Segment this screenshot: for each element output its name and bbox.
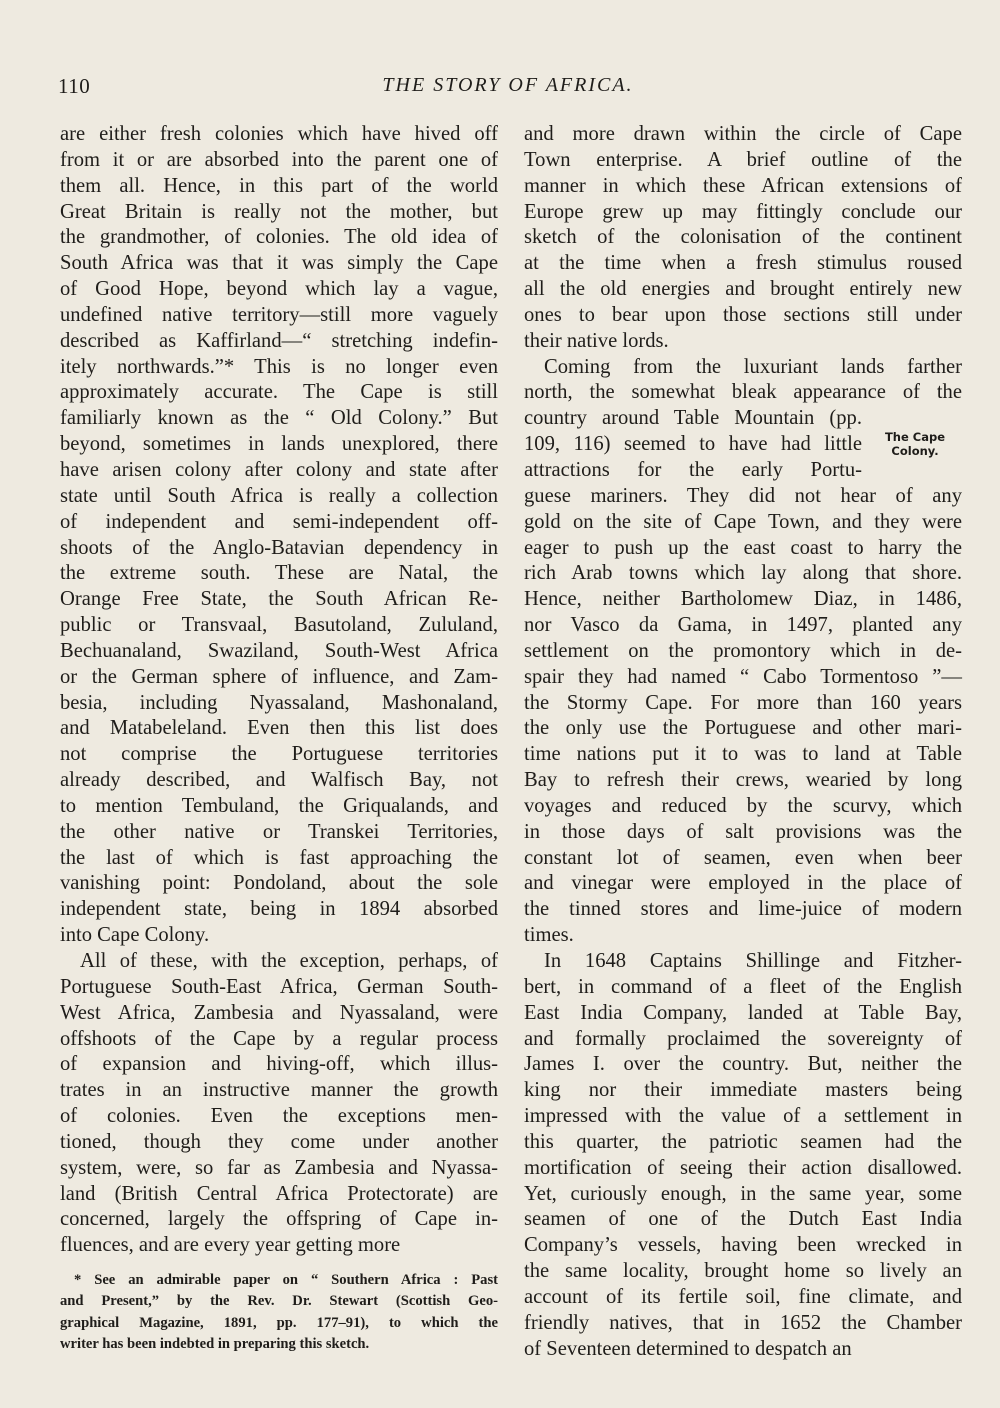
text-line: are either fresh colonies which have hived off [60,123,498,145]
text-line: time nations put it to was to land at Table [524,743,962,766]
text-line: their native lords. [524,329,669,352]
text-line: the extreme south. These are Natal, the [60,562,498,585]
text-line: eager to push up the east coast to harry the [524,536,962,559]
text-line: constant lot of seamen, even when beer [524,846,962,869]
text-line: 109, 116) seemed to have had little [524,433,862,456]
text-line: guese mariners. They did not hear of any [524,484,962,507]
text-line: sketch of the colonisation of the continent [524,226,962,249]
text-line: offshoots of the Cape by a regular process [60,1027,498,1050]
text-line: All of these, with the exception, perhaps, of [80,950,498,972]
text-line: beyond, sometimes in lands unexplored, there [60,433,498,456]
text-line: Company’s vessels, having been wrecked in [524,1234,962,1257]
text-line: the same locality, brought home so lively an [524,1260,962,1283]
text-line: Town enterprise. A brief outline of the [524,148,962,171]
text-line: land (British Central Africa Protectorate) are [60,1182,498,1205]
text-line: concerned, largely the offspring of Cape in- [60,1208,498,1231]
text-line: rich Arab towns which lay along that shore. [524,562,962,585]
text-line: system, were, so far as Zambesia and Nyassa- [60,1156,498,1179]
text-line: times. [524,924,574,947]
text-line: from it or are absorbed into the parent one of [60,148,498,171]
text-line: the other native or Transkei Territories, [60,820,498,843]
text-line: Coming from the luxuriant lands farther [544,355,962,378]
text-line: settlement on the promontory which in de- [524,639,962,662]
text-line: into Cape Colony. [60,924,210,947]
text-line: South Africa was that it was simply the Cape [60,252,498,275]
text-line: independent state, being in 1894 absorbed [60,898,498,921]
running-head: THE STORY OF AFRICA. [382,74,634,96]
text-line: seamen of one of the Dutch East India [524,1208,962,1231]
text-line: undefined native territory—still more vaguely [60,303,498,326]
text-line: them all. Hence, in this part of the world [60,174,498,197]
text-line: and more drawn within the circle of Cape [524,123,962,145]
text-line: of Good Hope, beyond which lay a vague, [60,278,498,301]
text-line: this quarter, the patriotic seamen had the [524,1130,962,1153]
footnote-line: * See an admirable paper on “ Southern Africa : Past [74,1272,498,1288]
text-line: attractions for the early Portu- [524,458,862,481]
text-line: Hence, neither Bartholomew Diaz, in 1486, [524,588,962,611]
text-line: of Seventeen determined to despatch an [524,1337,852,1360]
text-line: the last of which is fast approaching the [60,846,498,869]
footnote-line: and Present,” by the Rev. Dr. Stewart (Scottish Geo- [60,1293,498,1310]
text-line: described as Kaffirland—“ stretching indefin- [60,329,498,352]
text-line: West Africa, Zambesia and Nyassaland, were [60,1001,498,1024]
text-line: the Stormy Cape. For more than 160 years [524,691,962,714]
text-line: or the German sphere of influence, and Zam- [60,665,498,688]
text-line: itely northwards.”* This is no longer even [60,355,498,378]
text-line: Great Britain is really not the mother, but [60,200,498,223]
text-line: public or Transvaal, Basutoland, Zululand, [60,614,498,637]
text-line: account of its fertile soil, fine climate, and [524,1285,962,1308]
text-line: spair they had named “ Cabo Tormentoso ”— [524,665,962,688]
text-line: country around Table Mountain (pp. [524,407,862,430]
text-line: Portuguese South-East Africa, German South- [60,975,498,998]
text-line: of colonies. Even the exceptions men- [60,1105,498,1128]
text-line: state until South Africa is really a collection [60,484,498,507]
text-line: besia, including Nyassaland, Mashonaland, [60,691,498,714]
text-line: and Matabeleland. Even then this list does [60,717,498,740]
footnote-line: writer has been indebted in preparing this sketch. [60,1335,370,1352]
text-line: of expansion and hiving-off, which illus- [60,1053,498,1076]
text-line: East India Company, landed at Table Bay, [524,1001,962,1024]
text-line: nor Vasco da Gama, in 1497, planted any [524,614,962,637]
text-line: shoots of the Anglo-Batavian dependency in [60,536,498,559]
text-line: friendly natives, that in 1652 the Chamber [524,1311,962,1334]
footnote [60,1270,498,1355]
text-line: Bechuanaland, Swaziland, South-West Africa [60,639,498,662]
text-line: manner in which these African extensions of [524,174,962,197]
text-line: fluences, and are every year getting more [60,1234,401,1257]
text-line: not comprise the Portuguese territories [60,743,498,766]
footnote-line: graphical Magazine, 1891, pp. 177–91), to which the [60,1314,498,1331]
text-line: the grandmother, of colonies. The old idea of [60,226,498,249]
text-line: Europe grew up may fittingly conclude our [524,200,962,223]
text-line: of independent and semi-independent off- [60,510,498,533]
page-number: 110 [58,74,91,98]
text-line: In 1648 Captains Shillinge and Fitzher- [544,950,962,972]
text-line: have arisen colony after colony and state after [60,458,498,481]
text-line: approximately accurate. The Cape is still [60,381,498,404]
page-header [58,74,958,104]
text-line: Bay to refresh their crews, wearied by long [524,769,962,792]
margin-note [870,430,960,458]
text-line: James I. over the country. But, neither the [524,1053,962,1076]
margin-note-line: The Cape [884,430,946,444]
text-line: the only use the Portuguese and other mari- [524,717,962,740]
text-line: all the old energies and brought entirely new [524,278,962,301]
text-line: Yet, curiously enough, in the same year, some [524,1182,962,1205]
right-column [524,122,962,1363]
text-line: already described, and Walfisch Bay, not [60,769,498,792]
text-line: voyages and reduced by the scurvy, which [524,794,962,817]
margin-note-line: Colony. [891,444,939,458]
text-line: to mention Tembuland, the Griqualands, and [60,794,498,817]
text-line: at the time when a fresh stimulus roused [524,252,962,275]
text-line: impressed with the value of a settlement in [524,1105,962,1128]
text-line: and vinegar were employed in the place of [524,872,962,895]
text-line: Orange Free State, the South African Re- [60,588,498,611]
text-line: vanishing point: Pondoland, about the sole [60,872,498,895]
text-line: north, the somewhat bleak appearance of the [524,381,962,404]
text-line: in those days of salt provisions was the [524,820,962,843]
text-line: gold on the site of Cape Town, and they were [524,510,962,533]
text-line: tioned, though they come under another [60,1130,498,1153]
text-line: bert, in command of a fleet of the English [524,975,962,998]
left-column [60,122,498,1259]
text-line: the tinned stores and lime-juice of modern [524,898,962,921]
text-line: and formally proclaimed the sovereignty of [524,1027,962,1050]
text-line: mortification of seeing their action disallowed. [524,1156,962,1179]
text-line: trates in an instructive manner the growth [60,1079,498,1102]
text-line: ones to bear upon those sections still under [524,303,962,326]
text-line: familiarly known as the “ Old Colony.” But [60,407,498,430]
text-line: king nor their immediate masters being [524,1079,962,1102]
